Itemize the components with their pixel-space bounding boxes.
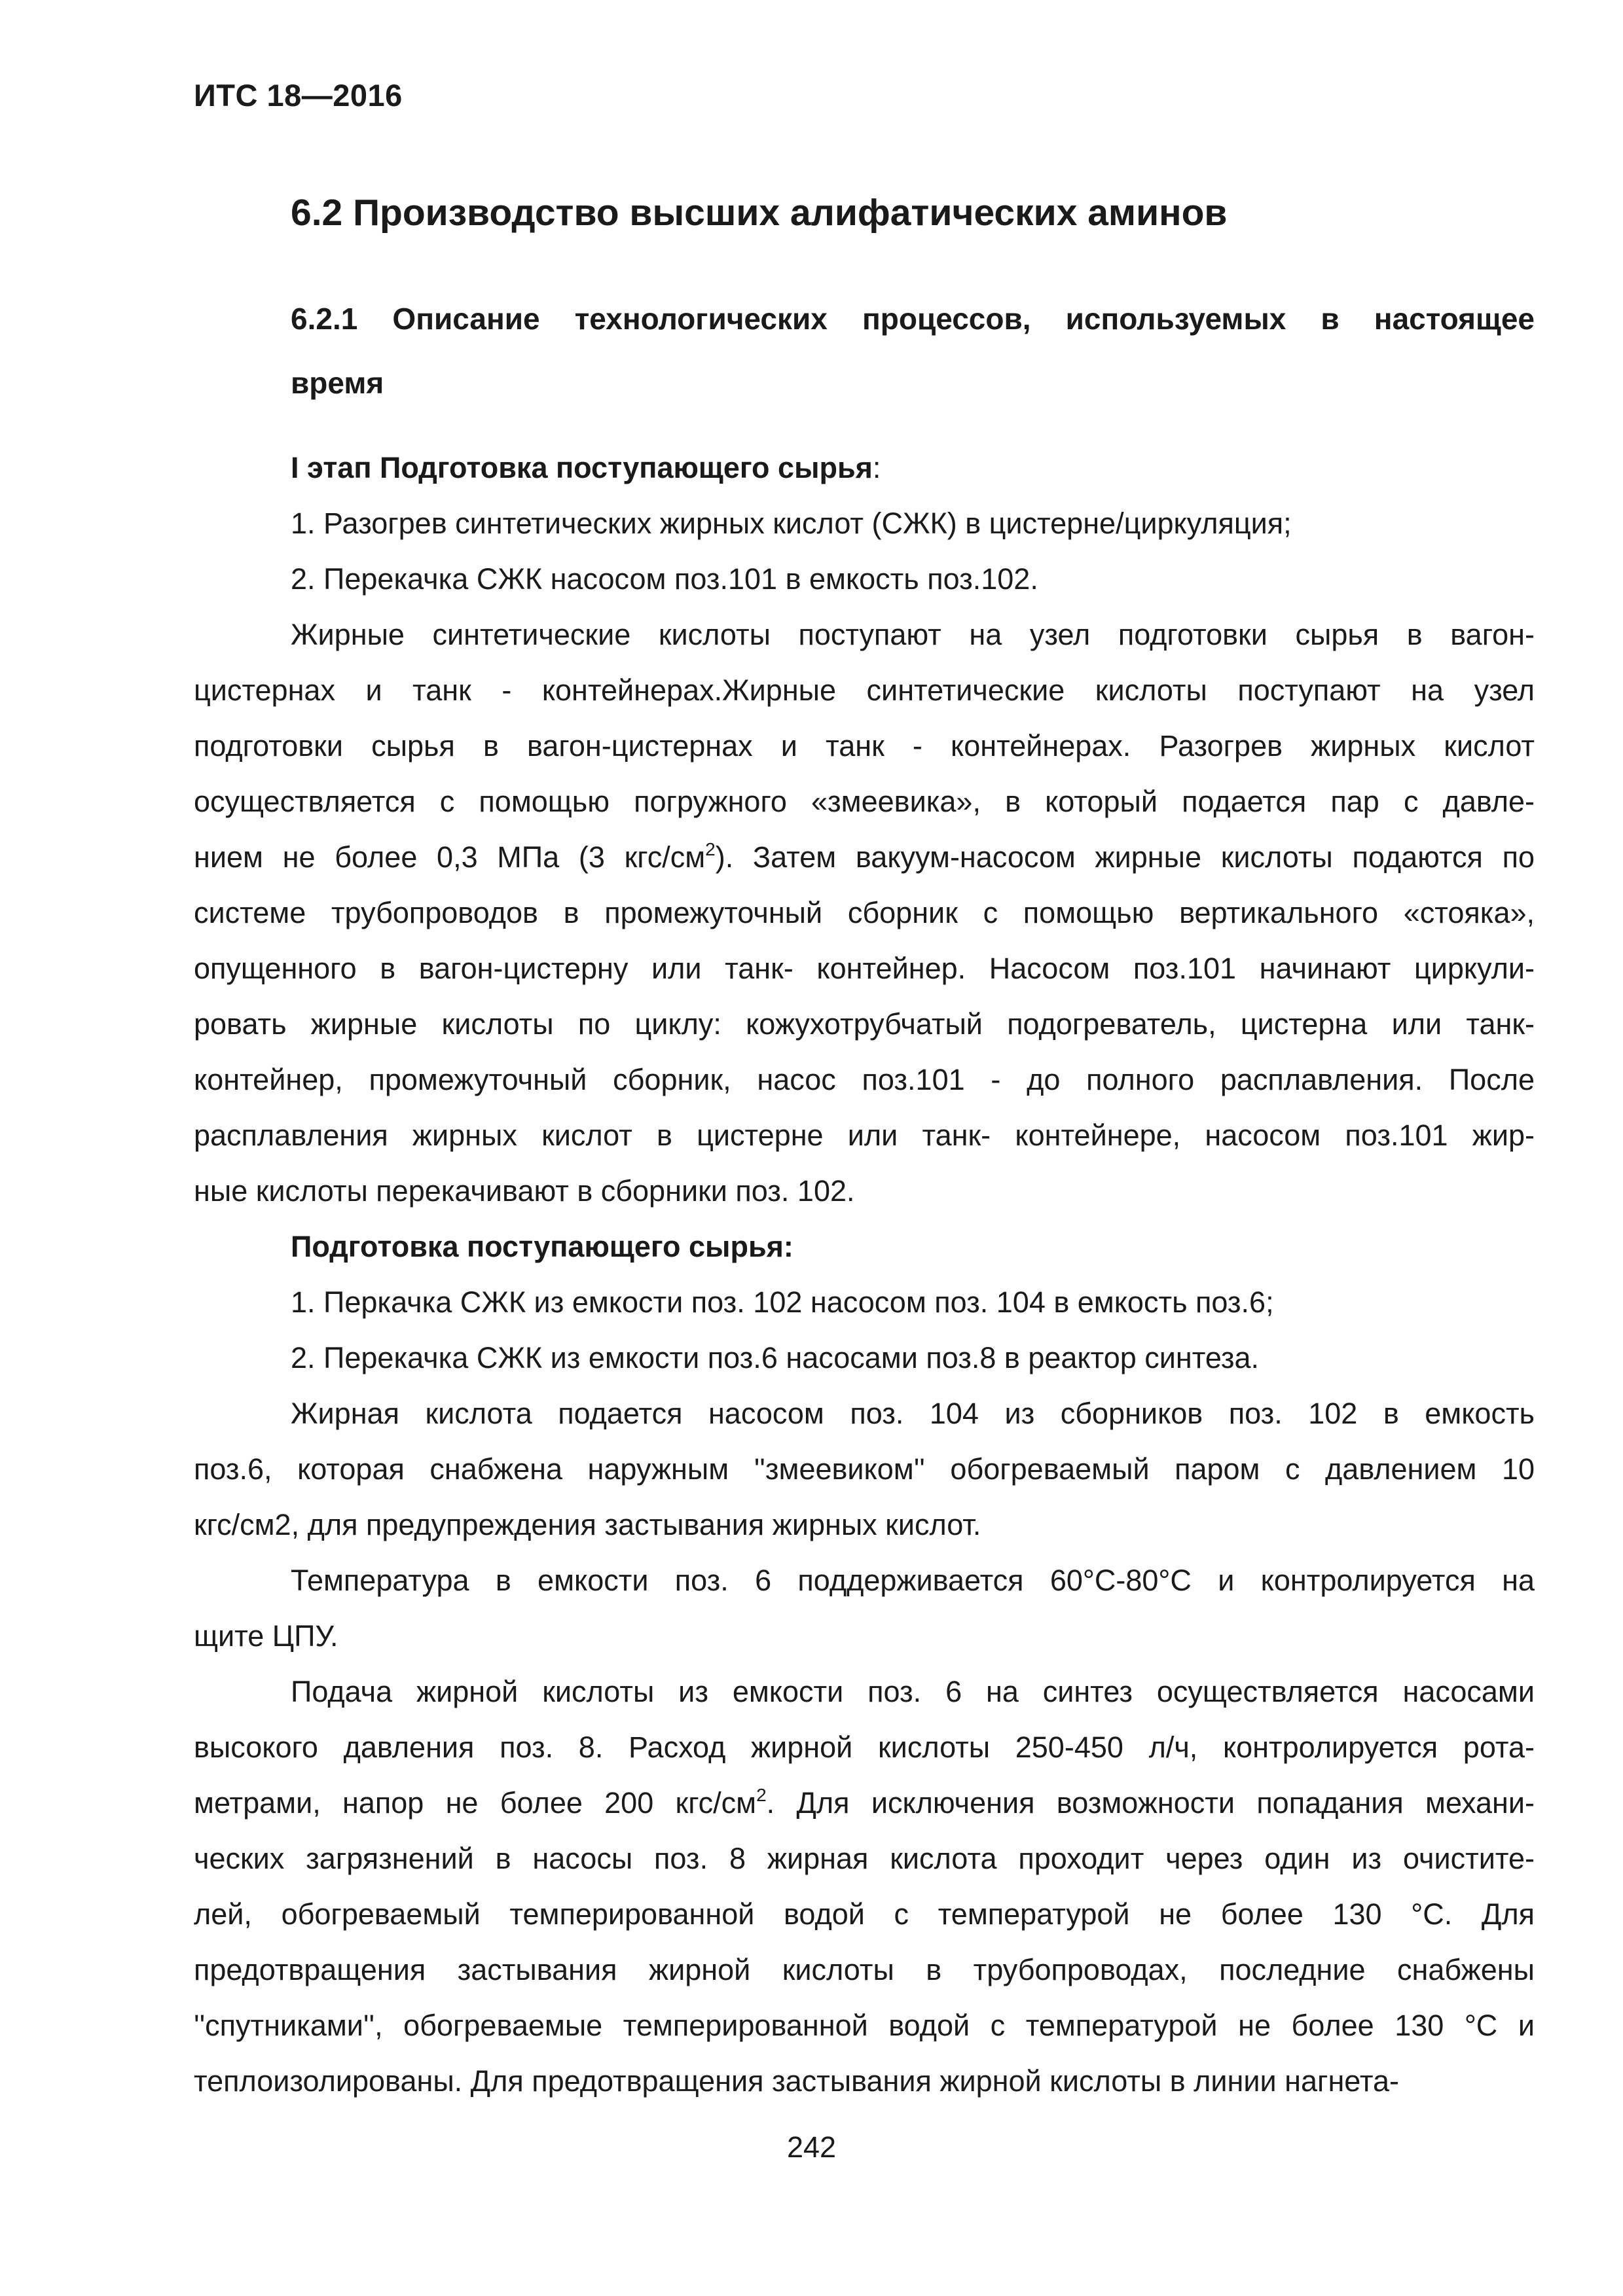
- paragraph-line: щите ЦПУ.: [194, 1619, 338, 1653]
- paragraph-synthesis-feed: [194, 1664, 1535, 2109]
- paragraph-line: теплоизолированы. Для предотвращения застывания жирной кислоты в линии нагнета-: [194, 2064, 1399, 2098]
- paragraph-line: Жирные синтетические кислоты поступают на узел подготовки сырья в вагон-: [291, 618, 1535, 651]
- paragraph-line: высокого давления поз. 8. Расход жирной кислоты 250-450 л/ч, контролируется рота-: [194, 1731, 1535, 1764]
- paragraph-line: осуществляется с помощью погружного «змеевика», в который подается пар с давле-: [194, 785, 1535, 818]
- subsection-title-line: 6.2.1 Описание технологических процессов, используемых в настоящее: [291, 302, 1535, 336]
- superscript: 2: [756, 1785, 767, 1805]
- paragraph-line: предотвращения застывания жирной кислоты в трубопроводах, последние снабжены: [194, 1953, 1535, 1986]
- paragraph-line: лей, обогреваемый темперированной водой с температурой не более 130 °С. Для: [194, 1897, 1535, 1931]
- superscript: 2: [705, 839, 716, 859]
- paragraph-line: ''спутниками'', обогреваемые темперированной водой с температурой не более 130 °С и: [194, 2009, 1535, 2042]
- stage2-heading: Подготовка поступающего сырья:: [291, 1230, 793, 1263]
- paragraph-line: расплавления жирных кислот в цистерне или танк- контейнере, насосом поз.101 жир-: [194, 1119, 1535, 1152]
- section-title: 6.2 Производство высших алифатических аминов: [291, 192, 1228, 234]
- text-fragment: нием не более 0,3 МПа (3 кгс/см: [194, 840, 706, 874]
- paragraph-line: контейнер, промежуточный сборник, насос поз.101 - до полного расплавления. После: [194, 1063, 1535, 1096]
- paragraph-line: Жирная кислота подается насосом поз. 104 из сборников поз. 102 в емкость: [291, 1397, 1535, 1430]
- paragraph-line: [194, 1775, 1535, 1831]
- paragraph-temperature: [194, 1552, 1535, 1664]
- paragraph-line: Подача жирной кислоты из емкости поз. 6 на синтез осуществляется насосами: [291, 1675, 1535, 1708]
- page-number: 242: [786, 2130, 837, 2164]
- paragraph-line: подготовки сырья в вагон-цистернах и танк - контейнерах. Разогрев жирных кислот: [194, 729, 1535, 762]
- subsection-title-line: время: [291, 366, 384, 400]
- document-id-header: ИТС 18—2016: [194, 78, 403, 113]
- list-item: 2. Перекачка СЖК из емкости поз.6 насосами поз.8 в реактор синтеза.: [291, 1341, 1260, 1374]
- paragraph-line: ные кислоты перекачивают в сборники поз. 102.: [194, 1174, 855, 1208]
- list-item: 1. Перкачка СЖК из емкости поз. 102 насосом поз. 104 в емкость поз.6;: [291, 1285, 1274, 1319]
- paragraph-line: цистернах и танк - контейнерах.Жирные синтетические кислоты поступают на узел: [194, 673, 1535, 707]
- paragraph-line: опущенного в вагон-цистерну или танк- контейнер. Насосом поз.101 начинают циркули-: [194, 952, 1535, 985]
- stage1-heading-colon: :: [872, 451, 881, 484]
- text-fragment: метрами, напор не более 200 кгс/см: [194, 1786, 757, 1820]
- paragraph-fatty-acid-feed: [194, 1386, 1535, 1552]
- paragraph-line: поз.6, которая снабжена наружным ''змеевиком'' обогреваемый паром с давлением 10: [194, 1452, 1535, 1486]
- paragraph-line: ческих загрязнений в насосы поз. 8 жирная кислота проходит через один из очистите-: [194, 1842, 1535, 1875]
- paragraph-line: ровать жирные кислоты по циклу: кожухотрубчатый подогреватель, цистерна или танк-: [194, 1007, 1535, 1041]
- text-fragment: . Для исключения возможности попадания механи-: [766, 1786, 1535, 1820]
- stage2-block: [194, 1219, 1535, 1386]
- stage1-heading: [194, 440, 1535, 495]
- stage1-block: [194, 440, 1535, 607]
- paragraph-line: кгс/см2, для предупреждения застывания жирных кислот.: [194, 1508, 981, 1541]
- paragraph-line: [194, 829, 1535, 885]
- text-fragment: ). Затем вакуум-насосом жирные кислоты подаются по: [715, 840, 1535, 874]
- subsection-title: [291, 287, 1535, 415]
- paragraph-raw-material-prep: [194, 607, 1535, 1219]
- paragraph-line: Температура в емкости поз. 6 поддерживается 60°С-80°С и контролируется на: [291, 1564, 1535, 1597]
- stage1-heading-text: I этап Подготовка поступающего сырья: [291, 451, 873, 484]
- list-item: 2. Перекачка СЖК насосом поз.101 в емкость поз.102.: [291, 562, 1038, 596]
- paragraph-line: системе трубопроводов в промежуточный сборник с помощью вертикального «стояка»,: [194, 896, 1535, 929]
- list-item: 1. Разогрев синтетических жирных кислот (СЖК) в цистерне/циркуляция;: [291, 507, 1292, 540]
